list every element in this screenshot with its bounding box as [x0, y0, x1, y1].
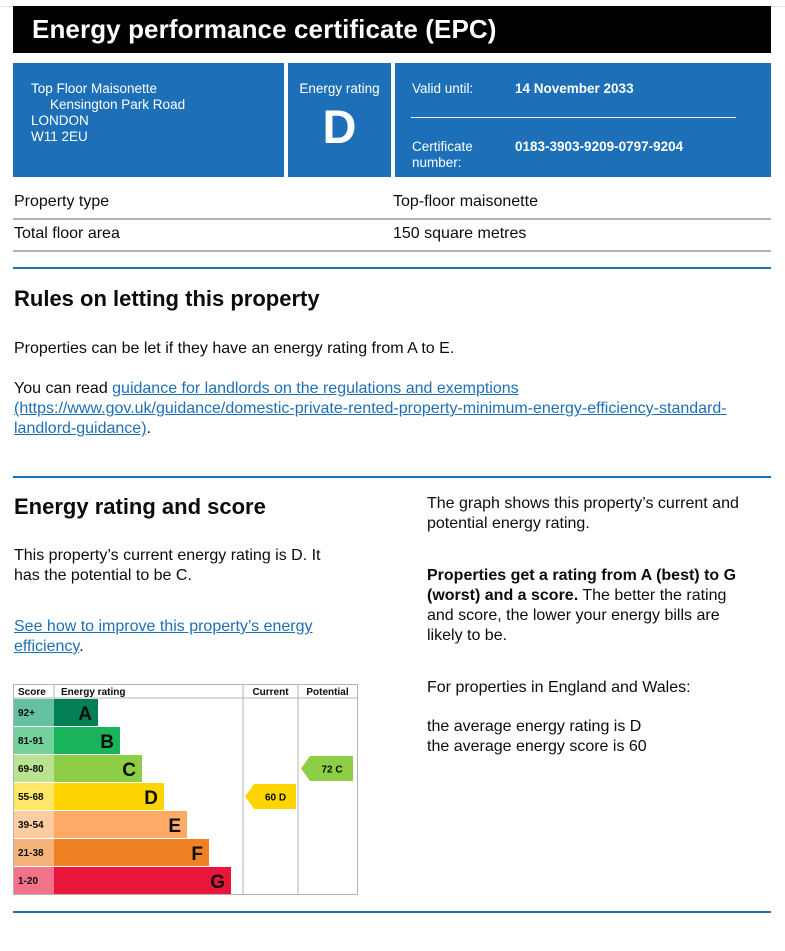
guidance-suffix: . [146, 420, 151, 437]
certificate-number-label [412, 139, 473, 171]
text-line: This property’s current energy rating is D. It [14, 547, 321, 564]
band-bar [54, 811, 187, 838]
band-bar [54, 867, 231, 894]
current-rating-text [14, 546, 321, 586]
band-score-label: 69-80 [18, 764, 44, 775]
energy-rating-header: Energy rating [61, 687, 126, 698]
text-line: has the potential to be C. [14, 567, 192, 584]
band-letter: E [168, 816, 181, 837]
average-score: the average energy score is 60 [427, 738, 647, 755]
floor-area-label: Total floor area [14, 225, 120, 242]
letting-heading: Rules on letting this property [14, 286, 320, 311]
band-letter: A [78, 704, 92, 725]
energy-rating-label: Energy rating [299, 81, 380, 96]
landlord-guidance-link[interactable] [14, 380, 727, 437]
energy-section-heading: Energy rating and score [14, 494, 266, 519]
band-letter: B [100, 732, 114, 753]
band-score-label: 92+ [18, 708, 35, 719]
score-header: Score [18, 687, 46, 698]
potential-header: Potential [306, 687, 349, 698]
guidance-link-url: landlord-guidance) [14, 420, 147, 437]
improve-text [14, 617, 313, 657]
letting-text: Properties can be let if they have an energy rating from A to E. [14, 340, 455, 357]
address-line: Kensington Park Road [50, 97, 186, 112]
band-letter: C [122, 760, 136, 781]
averages-text [427, 717, 647, 757]
section-divider [13, 476, 771, 478]
certificate-label-line: Certificate [412, 139, 473, 154]
text-line: The better the rating [578, 587, 727, 604]
average-rating: the average energy rating is D [427, 718, 642, 735]
valid-until-value: 14 November 2033 [515, 81, 634, 96]
band-score-label: 81-91 [18, 736, 44, 747]
band-letter: F [191, 844, 203, 865]
text-line: The graph shows this property’s current and [427, 495, 739, 512]
section-divider [13, 267, 771, 269]
address-line: Top Floor Maisonette [31, 81, 158, 96]
energy-rating-chart [13, 684, 359, 896]
address-line: LONDON [31, 113, 89, 128]
band-score-label: 39-54 [18, 820, 44, 831]
certificate-label-line: number: [412, 155, 462, 170]
rating-explanation [427, 566, 736, 646]
property-type-value: Top-floor maisonette [393, 193, 538, 210]
page-title: Energy performance certificate (EPC) [32, 14, 497, 44]
energy-rating-panel [288, 63, 391, 177]
floor-area-value: 150 square metres [393, 225, 527, 242]
section-divider [13, 911, 771, 913]
england-wales-text: For properties in England and Wales: [427, 679, 691, 696]
band-letter: D [144, 788, 158, 809]
page-header [13, 6, 771, 53]
guidance-link-url: (https://www.gov.uk/guidance/domestic-private-rented-property-minimum-energy-efficiency-standard- [14, 400, 727, 417]
graph-description [427, 494, 739, 534]
guidance-prefix: You can read [14, 380, 113, 397]
certificate-panel [395, 63, 771, 177]
band-score-label: 55-68 [18, 792, 44, 803]
property-type-row [13, 186, 771, 220]
text-line: and score, the lower your energy bills are [427, 607, 720, 624]
panel-divider [411, 117, 736, 118]
valid-until-label: Valid until: [412, 81, 474, 96]
improve-efficiency-link[interactable] [14, 618, 313, 655]
floor-area-row [13, 218, 771, 252]
certificate-number-value: 0183-3903-9209-0797-9204 [515, 139, 684, 154]
text-line: likely to be. [427, 627, 508, 644]
address-panel [13, 63, 284, 177]
address-line: W11 2EU [31, 129, 88, 144]
band-score-label: 21-38 [18, 848, 44, 859]
potential-rating-label: 72 C [321, 764, 343, 776]
landlord-guidance-text [14, 379, 754, 439]
bold-text: (worst) and a score. [427, 587, 579, 604]
text-line: potential energy rating. [427, 515, 590, 532]
current-header: Current [252, 687, 289, 698]
bold-text: Properties get a rating from A (best) to G [427, 567, 737, 584]
link-line: efficiency [14, 638, 80, 655]
energy-rating-letter: D [322, 100, 357, 153]
property-type-label: Property type [14, 193, 110, 210]
link-suffix: . [79, 638, 84, 655]
band-score-label: 1-20 [18, 876, 39, 887]
guidance-link-text: guidance for landlords on the regulations and exemptions [112, 380, 519, 397]
band-bar [54, 839, 209, 866]
current-rating-label: 60 D [264, 792, 287, 804]
band-letter: G [210, 872, 225, 893]
property-address [31, 81, 185, 145]
link-line: See how to improve this property’s energy [14, 618, 313, 635]
